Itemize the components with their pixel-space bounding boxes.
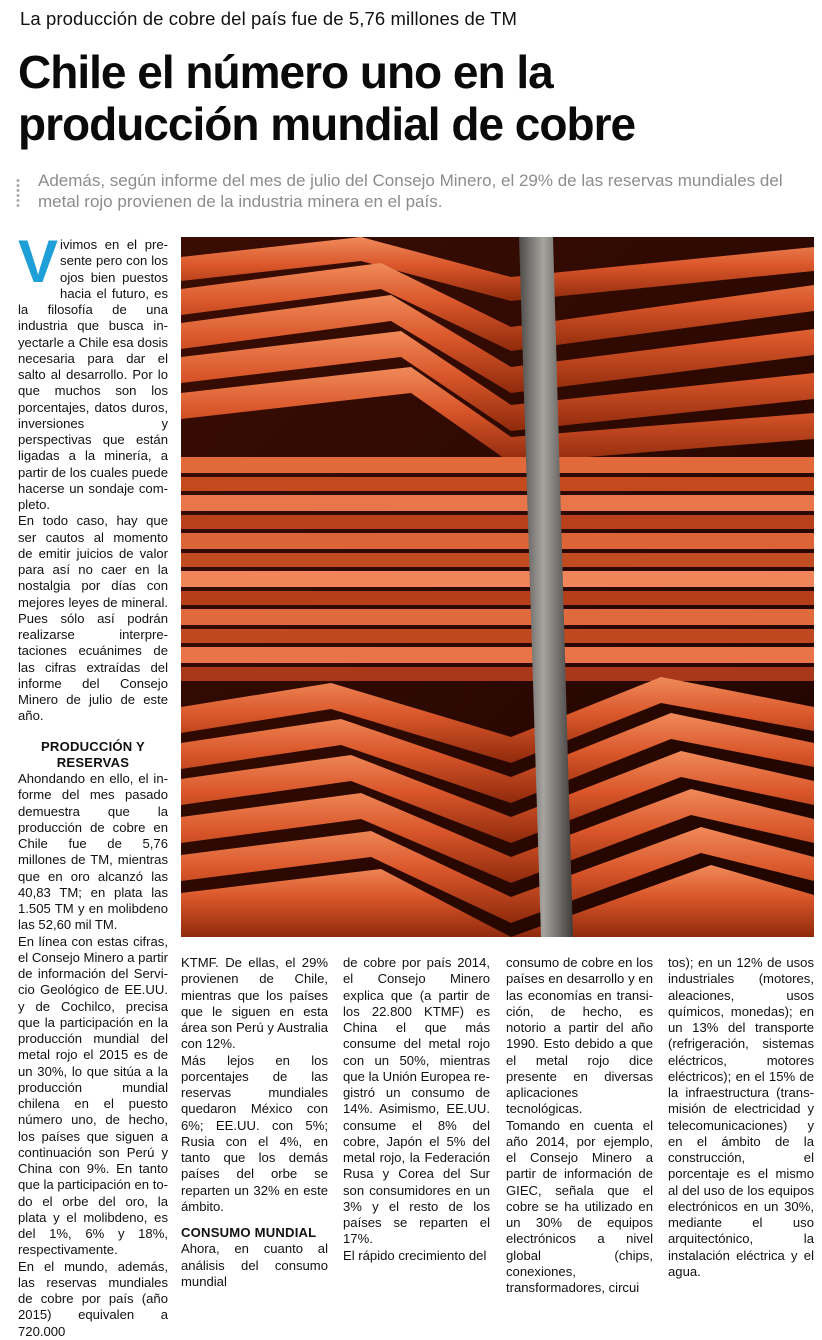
section-heading-produccion	[18, 739, 168, 772]
paragraph: Tomando en cuenta el año 2014, por ejemplo, el Consejo Minero a partir de información de GIEC, señala que el cobre se ha utilizado en un 30% de equipos electrónicos a nivel global (chips, conexiones, transformadores, circui	[506, 1117, 653, 1295]
paragraph: Ahora, en cuanto al análisis del consumo mundial	[181, 1241, 328, 1289]
paragraph: consumo de cobre en los países en desarrollo y en las economías en transición, de hecho, es notorio a partir del año 1990. Esto debido a que el metal rojo dice presente en diversas aplicaciones tecnológicas.	[506, 955, 653, 1117]
paragraph: tos); en un 12% de usos industriales (motores, aleaciones, usos químicos, monedas); en un 13% del transporte (refrigeración, sistemas eléctricos, motores eléctricos); en el 15% de la infraestructura (transmisión de electricidad y telecomunicaciones) y en el ámbito de la construcción, el porcentaje es el mismo al del uso de los equipos electrónicos en un 30%, mediante el uso arquitectónico, la instalación eléctrica y el agua.	[668, 955, 814, 1279]
kicker: La producción de cobre del país fue de 5,76 millones de TM	[20, 8, 518, 29]
deck-dots-decoration	[16, 178, 20, 208]
paragraph: de cobre por país 2014, el Consejo Minero explica que (a partir de los 22.800 KTMF) es China el que más consume del metal rojo con un 50%, mientras que la Unión Europea registró un consumo de 14%. Asimismo, EE.UU. consume el 8% del cobre, Japón el 5% del metal rojo, la Federación Rusa y Corea del Sur son consumidores en un 3% y el resto de los países se reparten el 17%.	[343, 955, 490, 1247]
headline-line-2: producción mundial de cobre	[18, 98, 636, 150]
section-heading-consumo: CONSUMO MUNDIAL	[181, 1225, 317, 1240]
paragraph-text: ivimos en el presente pero con los ojos bien puestos hacia el futuro, es la filosofía de una industria que busca inyectarle a Chile esa dosis necesaria para dar el salto al desarrollo. Por lo que muchos son los porcentajes, datos duros, inversiones y perspectivas que están ligadas a la minería, a partir de los cuales puede hacerse un sondaje completo.	[18, 237, 168, 512]
deck-subtitle: Además, según informe del mes de julio del Consejo Minero, el 29% de las reservas mundiales del metal rojo provienen de la industria minera en el país.	[38, 171, 783, 211]
paragraph: En el mundo, además, las reservas mundiales de cobre por país (año 2015) equivalen a 720.000	[18, 1258, 168, 1339]
article-column-2	[181, 955, 328, 1289]
headline	[18, 46, 808, 150]
drop-cap: V	[18, 228, 59, 295]
headline-line-1: Chile el número uno en la	[18, 46, 553, 98]
heading-line: PRODUCCIÓN Y	[40, 738, 145, 754]
article-column-1	[18, 228, 168, 1339]
copper-cathodes-illustration	[181, 237, 814, 937]
paragraph: KTMF. De ellas, el 29% provienen de Chile, mientras que los países que le siguen en esta área son Perú y Australia con 12%.	[181, 955, 328, 1052]
heading-line: RESERVAS	[56, 754, 130, 770]
article-column-5	[668, 955, 814, 1279]
paragraph	[18, 228, 168, 513]
copper-cathodes-photo	[181, 237, 814, 937]
article-column-3	[343, 955, 490, 1263]
paragraph: En línea con estas cifras, el Consejo Minero a partir de información del Servicio Geológico de EE.UU. y de Cochilco, precisa que la participación en la producción mundial del metal rojo el 2015 es de un 30%, lo que sitúa a la producción mundial chilena en el puesto número uno, de hecho, los países que siguen a continuación son Perú y China con 9%. En tanto que la participación en todo el orbe del oro, la plata y el molibdeno, es del 1%, 6% y 18%, respectivamente.	[18, 933, 168, 1258]
paragraph: Ahondando en ello, el informe del mes pasado demuestra que la producción de cobre en Chile fue de 5,76 millones de TM, mientras que en oro alcanzó las 40,83 TM; en plata las 1.505 TM y en molibdeno las 52,60 mil TM.	[18, 771, 168, 933]
paragraph: El rápido crecimiento del	[343, 1247, 487, 1263]
article-column-4	[506, 955, 653, 1295]
paragraph: En todo caso, hay que ser cautos al momento de emitir juicios de valor para así no caer en la nostalgia por días con mejores leyes de mineral. Pues sólo así podrán realizarse interpretaciones ecuánimes de las cifras extraídas del informe del Consejo Minero de julio de este año.	[18, 513, 168, 724]
paragraph: Más lejos en los porcentajes de las reservas mundiales quedaron México con 6%; EE.UU. con 5%; Rusia con el 4%, en tanto que los demás países del orbe se reparten un 32% en este ámbito.	[181, 1052, 328, 1214]
